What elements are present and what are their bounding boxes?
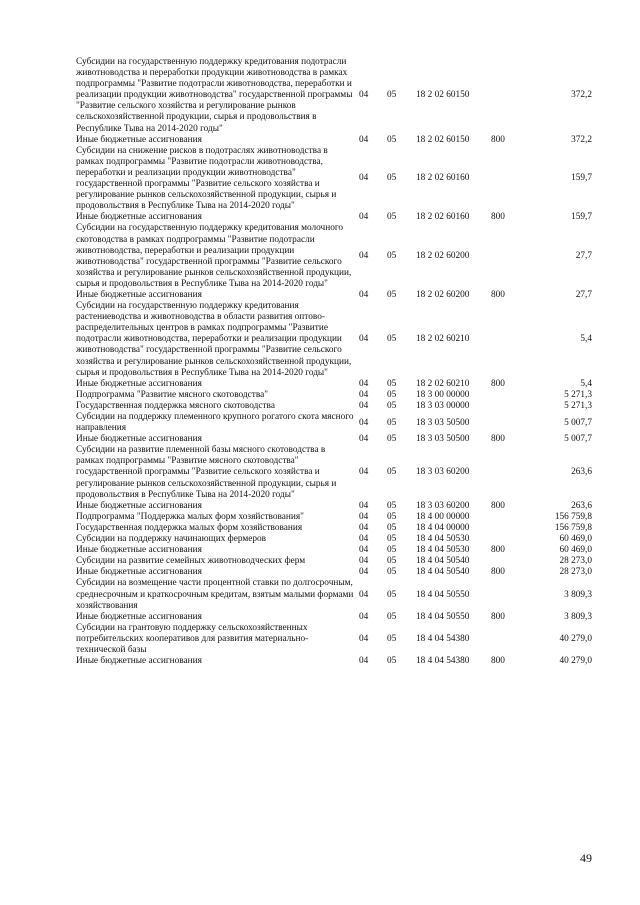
table-row — [76, 578, 592, 611]
expense-type-code — [491, 301, 521, 379]
row-description: Иные бюджетные ассигнования — [76, 378, 202, 389]
table-row — [76, 445, 592, 500]
expense-type-code: 800 — [491, 289, 505, 300]
amount: 27,7 — [575, 289, 592, 300]
section-code: 04 — [359, 417, 369, 428]
expense-type-code: 800 — [491, 134, 505, 145]
row-description: Субсидии на государственную поддержку кредитования растениеводства и животноводства в области развития оптово-распределительных центров в рамках подпрограммы "Развитие подотрасли животноводства, переработки и реализации продукции животноводства" государственной программы "Развитие сельского хозяйства и регулирование рынков сельскохозяйственной продукции, сырья и продовольствия в Республике Тыва на 2014-2020 годы" — [76, 301, 352, 378]
amount: 159,7 — [571, 173, 592, 184]
row-description: Иные бюджетные ассигнования — [76, 500, 202, 511]
table-row — [76, 146, 592, 213]
section-code: 04 — [359, 522, 369, 533]
target-article-code: 18 2 02 60210 — [416, 334, 470, 345]
subsection-code: 05 — [387, 611, 397, 622]
target-article-code: 18 4 04 54380 — [416, 656, 470, 667]
subsection-code: 05 — [387, 134, 397, 145]
table-row — [76, 523, 592, 534]
subsection-code: 05 — [387, 467, 397, 478]
section-code: 04 — [359, 212, 369, 223]
amount: 156 759,8 — [554, 511, 592, 522]
section-code: 04 — [359, 511, 369, 522]
amount: 372,2 — [571, 90, 592, 101]
target-article-code: 18 2 02 60160 — [416, 173, 470, 184]
table-row — [76, 223, 592, 290]
subsection-code: 05 — [387, 378, 397, 389]
section-code: 04 — [359, 633, 369, 644]
subsection-code: 05 — [387, 173, 397, 184]
target-article-code: 18 2 02 60200 — [416, 289, 470, 300]
subsection-code: 05 — [387, 511, 397, 522]
subsection-code: 05 — [387, 534, 397, 545]
target-article-code: 18 4 04 50530 — [416, 545, 470, 556]
expense-type-code: 800 — [491, 212, 505, 223]
table-row — [76, 412, 592, 434]
table-row — [76, 290, 592, 301]
amount: 5,4 — [580, 334, 592, 345]
amount: 60 469,0 — [559, 534, 592, 545]
row-description: Иные бюджетные ассигнования — [76, 567, 202, 578]
target-article-code: 18 3 00 00000 — [416, 389, 470, 400]
table-row — [76, 301, 592, 379]
table-row — [76, 545, 592, 556]
target-article-code: 18 4 04 50550 — [416, 589, 470, 600]
amount: 40 279,0 — [559, 633, 592, 644]
target-article-code: 18 2 02 60150 — [416, 90, 470, 101]
expense-type-code — [491, 57, 521, 135]
subsection-code: 05 — [387, 633, 397, 644]
subsection-code: 05 — [387, 567, 397, 578]
amount: 40 279,0 — [559, 656, 592, 667]
row-description: Государственная поддержка малых форм хозяйствования — [76, 522, 303, 533]
expense-type-code: 800 — [491, 567, 505, 578]
section-code: 04 — [359, 434, 369, 445]
table-row — [76, 434, 592, 445]
section-code: 04 — [359, 389, 369, 400]
row-description: Государственная поддержка мясного скотоводства — [76, 400, 275, 411]
subsection-code: 05 — [387, 251, 397, 262]
section-code: 04 — [359, 556, 369, 567]
row-description: Субсидии на поддержку племенного крупного рогатого скота мясного направления — [76, 412, 354, 434]
amount: 3 809,3 — [564, 589, 592, 600]
expense-type-code — [491, 523, 521, 534]
subsection-code: 05 — [387, 522, 397, 533]
subsection-code: 05 — [387, 289, 397, 300]
budget-table-body — [76, 57, 592, 667]
expense-type-code — [491, 390, 521, 401]
expense-type-code — [491, 445, 521, 500]
subsection-code: 05 — [387, 434, 397, 445]
row-description: Субсидии на развитие семейных животноводческих ферм — [76, 556, 306, 567]
amount: 263,6 — [571, 500, 592, 511]
expense-type-code — [491, 412, 521, 434]
row-description: Субсидии на развитие племенной базы мясного скотоводства в рамках подпрограммы "Развитие мясного скотоводства" государственной программы "Развитие сельского хозяйства и регулирование рынков сельскохозяйственной продукции, сырья и продовольствия в Республике Тыва на 2014-2020 годы" — [76, 445, 337, 500]
table-row — [76, 512, 592, 523]
amount: 27,7 — [575, 251, 592, 262]
row-description: Субсидии на поддержку начинающих фермеров — [76, 534, 267, 545]
table-row — [76, 379, 592, 390]
subsection-code: 05 — [387, 212, 397, 223]
row-description: Иные бюджетные ассигнования — [76, 134, 202, 145]
table-row — [76, 612, 592, 623]
row-description: Субсидии на грантовую поддержку сельскохозяйственных потребительских кооперативов для развития материально-технической базы — [76, 622, 309, 655]
target-article-code: 18 3 03 50500 — [416, 417, 470, 428]
row-description: Субсидии на государственную поддержку кредитования молочного скотоводства в рамках подпрограммы "Развитие подотрасли животноводства, переработки и реализации продукции животноводства" государственной программы "Развитие сельского хозяйства и регулирование рынков сельскохозяйственной продукции, сырья и продовольствия в Республике Тыва на 2014-2020 годы" — [76, 223, 352, 289]
amount: 5 007,7 — [564, 434, 592, 445]
row-description: Подпрограмма "Поддержка малых форм хозяйствования" — [76, 511, 304, 522]
amount: 3 809,3 — [564, 611, 592, 622]
section-code: 04 — [359, 589, 369, 600]
section-code: 04 — [359, 173, 369, 184]
target-article-code: 18 2 02 60150 — [416, 134, 470, 145]
target-article-code: 18 2 02 60200 — [416, 251, 470, 262]
table-row — [76, 556, 592, 567]
subsection-code: 05 — [387, 656, 397, 667]
subsection-code: 05 — [387, 400, 397, 411]
section-code: 04 — [359, 289, 369, 300]
section-code: 04 — [359, 500, 369, 511]
amount: 5 271,3 — [564, 400, 592, 411]
page-number: 49 — [580, 851, 592, 865]
row-description: Иные бюджетные ассигнования — [76, 289, 202, 300]
target-article-code: 18 4 04 00000 — [416, 522, 470, 533]
row-description: Иные бюджетные ассигнования — [76, 212, 202, 223]
subsection-code: 05 — [387, 389, 397, 400]
amount: 372,2 — [571, 134, 592, 145]
section-code: 04 — [359, 567, 369, 578]
row-description: Субсидии на государственную поддержку кредитования подотрасли животноводства и переработки продукции животноводства в рамках подпрограммы "Развитие подотрасли животноводства, переработки и реализации продукции животноводства" государственной программы "Развитие сельского хозяйства и регулирование рынков сельскохозяйственной продукции, сырья и продовольствия в Республике Тыва на 2014-2020 годы" — [76, 57, 353, 134]
row-description: Иные бюджетные ассигнования — [76, 611, 202, 622]
expense-type-code — [491, 223, 521, 290]
subsection-code: 05 — [387, 589, 397, 600]
row-description: Иные бюджетные ассигнования — [76, 545, 202, 556]
subsection-code: 05 — [387, 556, 397, 567]
section-code: 04 — [359, 134, 369, 145]
section-code: 04 — [359, 545, 369, 556]
table-row — [76, 567, 592, 578]
expense-type-code — [491, 556, 521, 567]
expense-type-code — [491, 578, 521, 611]
table-row — [76, 212, 592, 223]
section-code: 04 — [359, 400, 369, 411]
subsection-code: 05 — [387, 334, 397, 345]
row-description: Иные бюджетные ассигнования — [76, 656, 202, 667]
budget-table — [76, 57, 592, 667]
expense-type-code — [491, 146, 521, 213]
target-article-code: 18 3 03 60200 — [416, 467, 470, 478]
table-row — [76, 401, 592, 412]
subsection-code: 05 — [387, 417, 397, 428]
row-description: Субсидии на снижение рисков в подотраслях животноводства в рамках подпрограммы "Развитие подотрасли животноводства, переработки и реализации продукции животноводства" государственной программы "Развитие сельского хозяйства и регулирование рынков сельскохозяйственной продукции, сырья и продовольствия в Республике Тыва на 2014-2020 годы" — [76, 145, 337, 212]
amount: 263,6 — [571, 467, 592, 478]
amount: 156 759,8 — [554, 522, 592, 533]
row-description: Подпрограмма "Развитие мясного скотоводства" — [76, 389, 269, 400]
expense-type-code — [491, 512, 521, 523]
expense-type-code — [491, 401, 521, 412]
target-article-code: 18 3 03 60200 — [416, 500, 470, 511]
table-row — [76, 135, 592, 146]
table-row — [76, 501, 592, 512]
amount: 5,4 — [580, 378, 592, 389]
expense-type-code: 800 — [491, 545, 505, 556]
target-article-code: 18 4 04 50550 — [416, 611, 470, 622]
table-row — [76, 623, 592, 656]
target-article-code: 18 3 03 00000 — [416, 400, 470, 411]
target-article-code: 18 2 02 60210 — [416, 378, 470, 389]
subsection-code: 05 — [387, 90, 397, 101]
amount: 5 271,3 — [564, 389, 592, 400]
table-row — [76, 57, 592, 135]
row-description: Субсидии на возмещение части процентной ставки по долгосрочным, среднесрочным и краткосрочным кредитам, взятым малыми формами хозяйствования — [76, 578, 354, 611]
table-row — [76, 390, 592, 401]
target-article-code: 18 2 02 60160 — [416, 212, 470, 223]
expense-type-code: 800 — [491, 656, 505, 667]
target-article-code: 18 4 04 50540 — [416, 567, 470, 578]
target-article-code: 18 4 04 54380 — [416, 633, 470, 644]
section-code: 04 — [359, 90, 369, 101]
section-code: 04 — [359, 611, 369, 622]
amount: 159,7 — [571, 212, 592, 223]
subsection-code: 05 — [387, 545, 397, 556]
amount: 28 273,0 — [559, 556, 592, 567]
amount: 5 007,7 — [564, 417, 592, 428]
section-code: 04 — [359, 251, 369, 262]
expense-type-code — [491, 623, 521, 656]
amount: 28 273,0 — [559, 567, 592, 578]
expense-type-code: 800 — [491, 378, 505, 389]
expense-type-code — [491, 534, 521, 545]
target-article-code: 18 3 03 50500 — [416, 434, 470, 445]
amount: 60 469,0 — [559, 545, 592, 556]
table-row — [76, 656, 592, 667]
section-code: 04 — [359, 334, 369, 345]
expense-type-code: 800 — [491, 611, 505, 622]
row-description: Иные бюджетные ассигнования — [76, 434, 202, 445]
target-article-code: 18 4 04 50530 — [416, 534, 470, 545]
section-code: 04 — [359, 467, 369, 478]
table-row — [76, 534, 592, 545]
section-code: 04 — [359, 656, 369, 667]
subsection-code: 05 — [387, 500, 397, 511]
target-article-code: 18 4 04 50540 — [416, 556, 470, 567]
section-code: 04 — [359, 378, 369, 389]
section-code: 04 — [359, 534, 369, 545]
expense-type-code: 800 — [491, 500, 505, 511]
expense-type-code: 800 — [491, 434, 505, 445]
target-article-code: 18 4 00 00000 — [416, 511, 470, 522]
